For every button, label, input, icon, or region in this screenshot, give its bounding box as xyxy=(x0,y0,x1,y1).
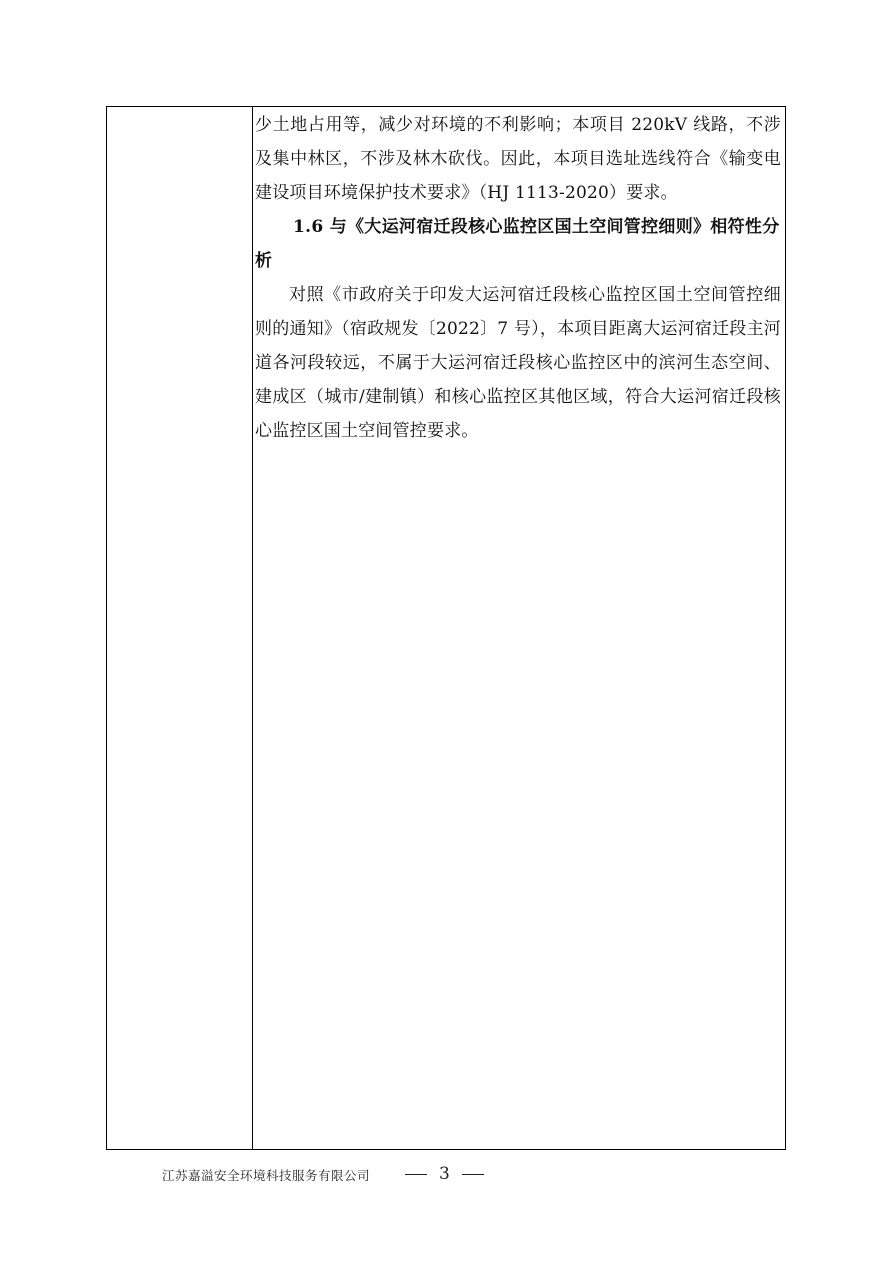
page-number-dash-right xyxy=(462,1174,484,1175)
table-content-column xyxy=(253,107,785,1149)
page-footer xyxy=(0,1164,892,1194)
table-label-column xyxy=(107,107,253,1149)
company-name: 江苏嘉溢安全环境科技服务有限公司 xyxy=(162,1168,371,1183)
section-heading-1-6: 1.6 与《大运河宿迁段核心监控区国土空间管控细则》相符性分析 xyxy=(255,217,780,271)
content-table xyxy=(106,106,786,1150)
page-number: 3 xyxy=(439,1164,450,1184)
page-number-dash-left xyxy=(405,1174,427,1175)
page-number-block xyxy=(405,1164,484,1184)
paragraph-land-use: 少土地占用等，减少对环境的不利影响；本项目 220kV 线路，不涉及集中林区，不涉及林木砍伐。因此，本项目选址选线符合《输变电建设项目环境保护技术要求》（HJ 1113-2020）要求。 xyxy=(255,115,781,203)
paragraph-grand-canal-compliance: 对照《市政府关于印发大运河宿迁段核心监控区国土空间管控细则的通知》（宿政规发〔2022〕7 号），本项目距离大运河宿迁段主河道各河段较远，不属于大运河宿迁段核心监控区中的滨河生态空间、建成区（城市/建制镇）和核心监控区其他区域，符合大运河宿迁段核心监控区国土空间管控要求。 xyxy=(255,285,781,441)
